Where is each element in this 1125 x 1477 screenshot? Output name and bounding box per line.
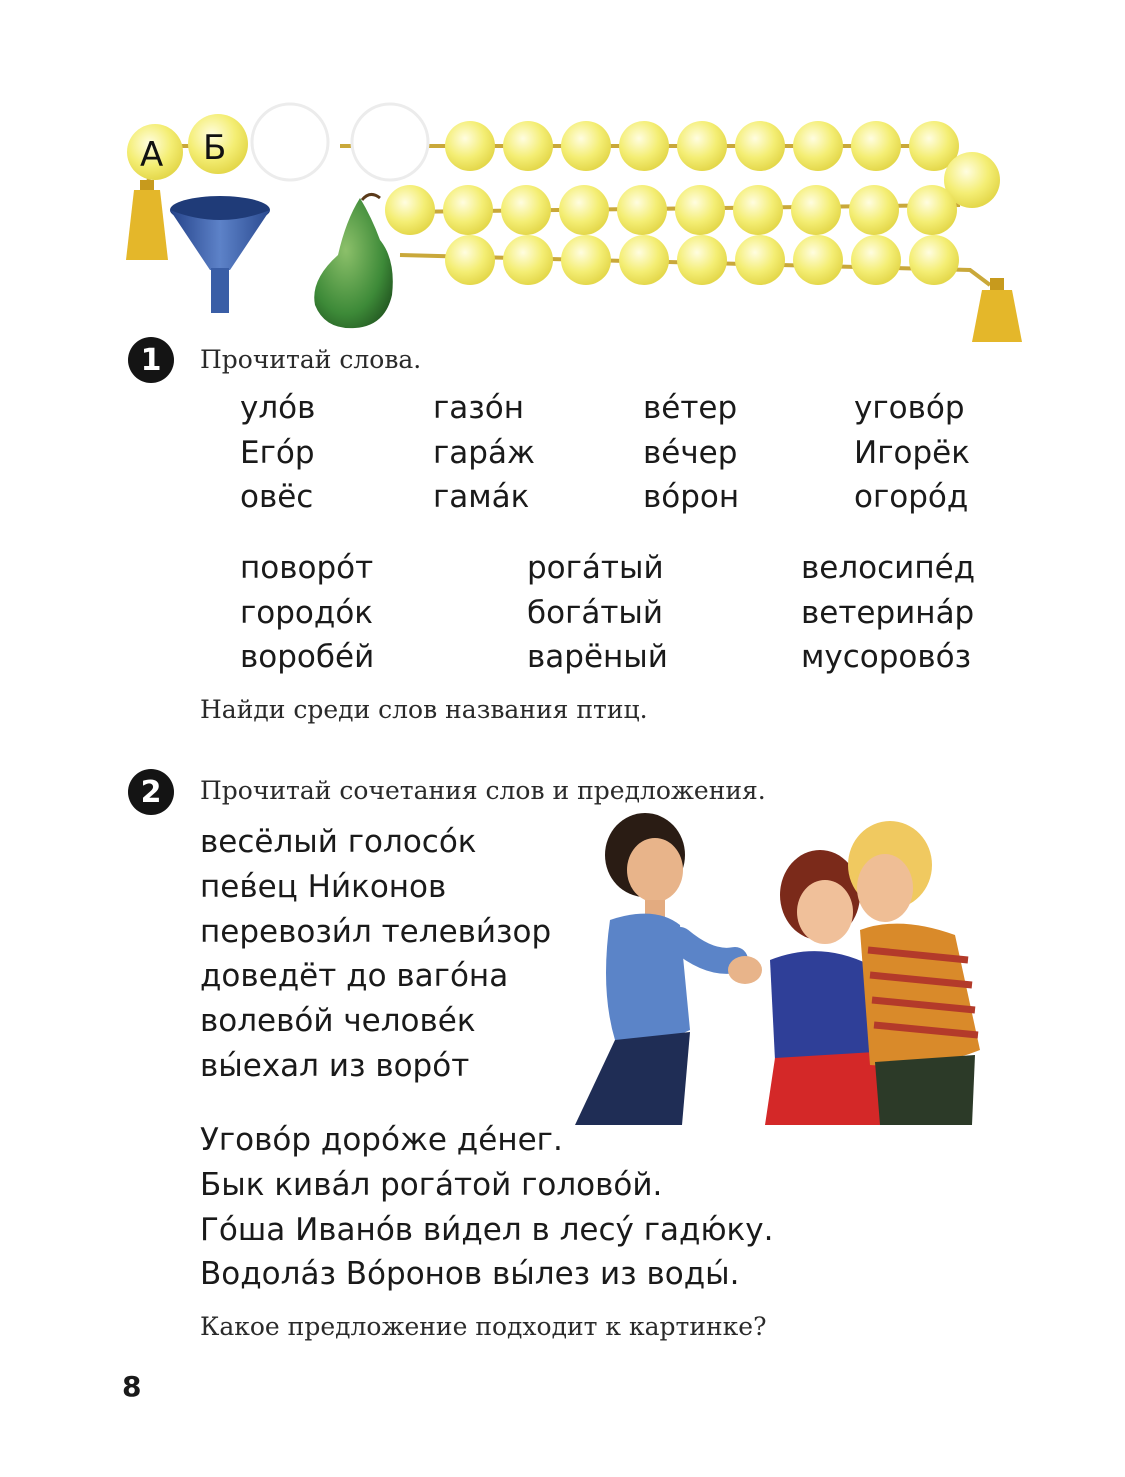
bead-icon	[501, 185, 551, 235]
task-2-instruction: Прочитай сочетания слов и предложения.	[200, 776, 766, 805]
abacus-letter-a: А	[140, 135, 164, 175]
bead-icon	[503, 121, 553, 171]
word: Его́р	[240, 434, 315, 471]
bead-icon	[445, 235, 495, 285]
word-column	[527, 546, 668, 680]
boy-left	[575, 813, 762, 1125]
bead-icon	[561, 121, 611, 171]
word: мусорово́з	[801, 639, 972, 675]
sentence: Угово́р доро́же де́нег.	[200, 1122, 563, 1158]
word: во́рон	[643, 479, 740, 515]
bead-icon	[677, 235, 727, 285]
bead-icon	[675, 185, 725, 235]
bead-icon	[735, 235, 785, 285]
word: велосипе́д	[801, 550, 976, 586]
word: Игорёк	[854, 434, 970, 471]
bead-row-3	[445, 235, 959, 285]
phrase: волево́й челове́к	[200, 1003, 476, 1040]
task-1-number: 1	[128, 337, 174, 383]
task-2-question: Какое предложение подходит к картинке?	[200, 1312, 767, 1341]
word: газо́н	[433, 390, 525, 426]
bead-icon	[735, 121, 785, 171]
abacus-letter-b: Б	[203, 128, 227, 168]
word: ве́чер	[643, 434, 738, 471]
word: угово́р	[854, 390, 965, 426]
bead-icon	[561, 235, 611, 285]
word: городо́к	[240, 594, 374, 631]
bead-icon	[907, 185, 957, 235]
bead-icon	[443, 185, 493, 235]
task-2-number: 2	[128, 769, 174, 815]
tassel-icon	[126, 180, 168, 260]
phrase-list	[200, 820, 551, 1089]
word-column	[854, 386, 970, 520]
bead-icon	[559, 185, 609, 235]
bead-icon	[851, 121, 901, 171]
word: ветерина́р	[801, 594, 975, 631]
bead-icon	[445, 121, 495, 171]
word: варёный	[527, 639, 668, 675]
tassel-icon	[972, 278, 1022, 342]
word-column	[433, 386, 535, 520]
word: гама́к	[433, 479, 530, 515]
word: овёс	[240, 479, 314, 515]
word: ве́тер	[643, 390, 738, 426]
word: воробе́й	[240, 639, 375, 675]
abacus-illustration	[110, 80, 1030, 360]
pear-icon	[314, 194, 393, 328]
sentence: Водола́з Во́ронов вы́лез из воды́.	[200, 1256, 740, 1293]
bead-icon	[851, 235, 901, 285]
bead-icon	[791, 185, 841, 235]
word-column	[801, 546, 975, 680]
bead-icon	[909, 235, 959, 285]
word-column	[240, 386, 315, 520]
bead-icon	[619, 235, 669, 285]
bead-icon	[733, 185, 783, 235]
word: рога́тый	[527, 550, 664, 586]
bead-icon	[849, 185, 899, 235]
phrase: перевози́л телеви́зор	[200, 913, 552, 950]
children-illustration	[570, 800, 990, 1130]
word: гара́ж	[433, 434, 535, 471]
phrase: пев́ец Ни́конов	[200, 868, 447, 905]
phrase: весёлый голосо́к	[200, 824, 477, 860]
bead-placeholder-icon	[352, 104, 428, 180]
phrase: доведёт до ваго́на	[200, 958, 509, 995]
task-1-instruction: Прочитай слова.	[200, 345, 422, 374]
bead-icon	[677, 121, 727, 171]
word: уло́в	[240, 390, 316, 426]
word-column	[643, 386, 739, 520]
sentence: Го́ша Ивано́в ви́дел в лесу́ гадю́ку.	[200, 1211, 774, 1248]
funnel-icon	[170, 196, 270, 313]
bead-icon	[793, 121, 843, 171]
task-1-question: Найди среди слов названия птиц.	[200, 695, 648, 724]
word: поворо́т	[240, 550, 374, 586]
bead-icon	[385, 185, 435, 235]
bead-icon	[617, 185, 667, 235]
bead-icon	[503, 235, 553, 285]
word: бога́тый	[527, 594, 664, 631]
word-column	[240, 546, 374, 680]
sentence-list	[200, 1118, 774, 1297]
word: огоро́д	[854, 479, 969, 515]
bead-placeholder-icon	[252, 104, 328, 180]
bead-icon	[793, 235, 843, 285]
sentence: Бык кива́л рога́той голово́й.	[200, 1166, 663, 1203]
bead-icon	[619, 121, 669, 171]
phrase: вы́ехал из воро́т	[200, 1047, 470, 1084]
page-number: 8	[122, 1370, 142, 1403]
